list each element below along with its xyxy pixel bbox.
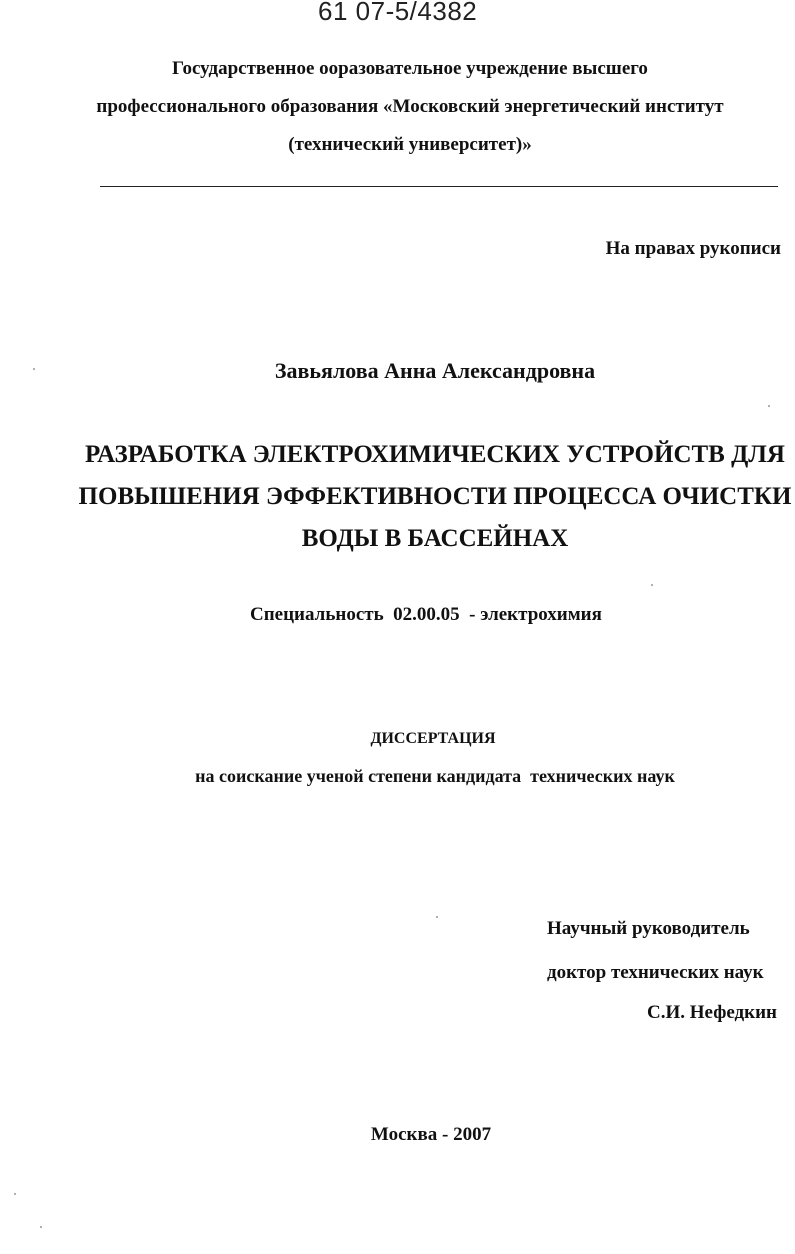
scan-speck [436, 916, 438, 918]
scan-speck [768, 405, 770, 407]
dissertation-subtitle: на соискание ученой степени кандидата технических наук [195, 766, 675, 786]
scan-speck [14, 1193, 16, 1195]
manuscript-rights-note: На правах рукописи [605, 238, 781, 259]
scan-speck [40, 1226, 42, 1228]
dissertation-heading: ДИССЕРТАЦИЯ [370, 730, 496, 747]
place-and-year: Москва - 2007 [370, 1124, 492, 1145]
dissertation-title [60, 434, 795, 560]
supervisor-degree: доктор технических наук [547, 962, 764, 983]
author-name: Завьялова Анна Александровна [274, 358, 596, 383]
organization-line-3: (технический университет)» [288, 134, 532, 155]
supervisor-name: С.И. Нефедкин [647, 1002, 777, 1023]
organization-header [60, 50, 760, 164]
supervisor-role: Научный руководитель [547, 918, 750, 939]
specialty-line [250, 604, 602, 626]
organization-line-2: профессионального образования «Московский энергетический институт [96, 96, 724, 117]
scan-speck [651, 584, 653, 586]
organization-line-1: Государственное оoразовательное учреждение высшего [172, 58, 648, 79]
title-line-3: ВОДЫ В БАССЕЙНАХ [301, 525, 569, 552]
specialty-name: - электрохимия [469, 604, 602, 625]
title-line-2: ПОВЫШЕНИЯ ЭФФЕКТИВНОСТИ ПРОЦЕССА ОЧИСТКИ [78, 483, 792, 510]
specialty-code: 02.00.05 [393, 604, 460, 625]
archive-stamp-number: 61 07-5/4382 [318, 0, 478, 26]
title-line-1: РАЗРАБОТКА ЭЛЕКТРОХИМИЧЕСКИХ УСТРОЙСТВ ДЛЯ [85, 441, 785, 468]
header-divider [100, 186, 778, 187]
scan-speck [33, 368, 35, 370]
specialty-label: Специальность [250, 604, 384, 625]
